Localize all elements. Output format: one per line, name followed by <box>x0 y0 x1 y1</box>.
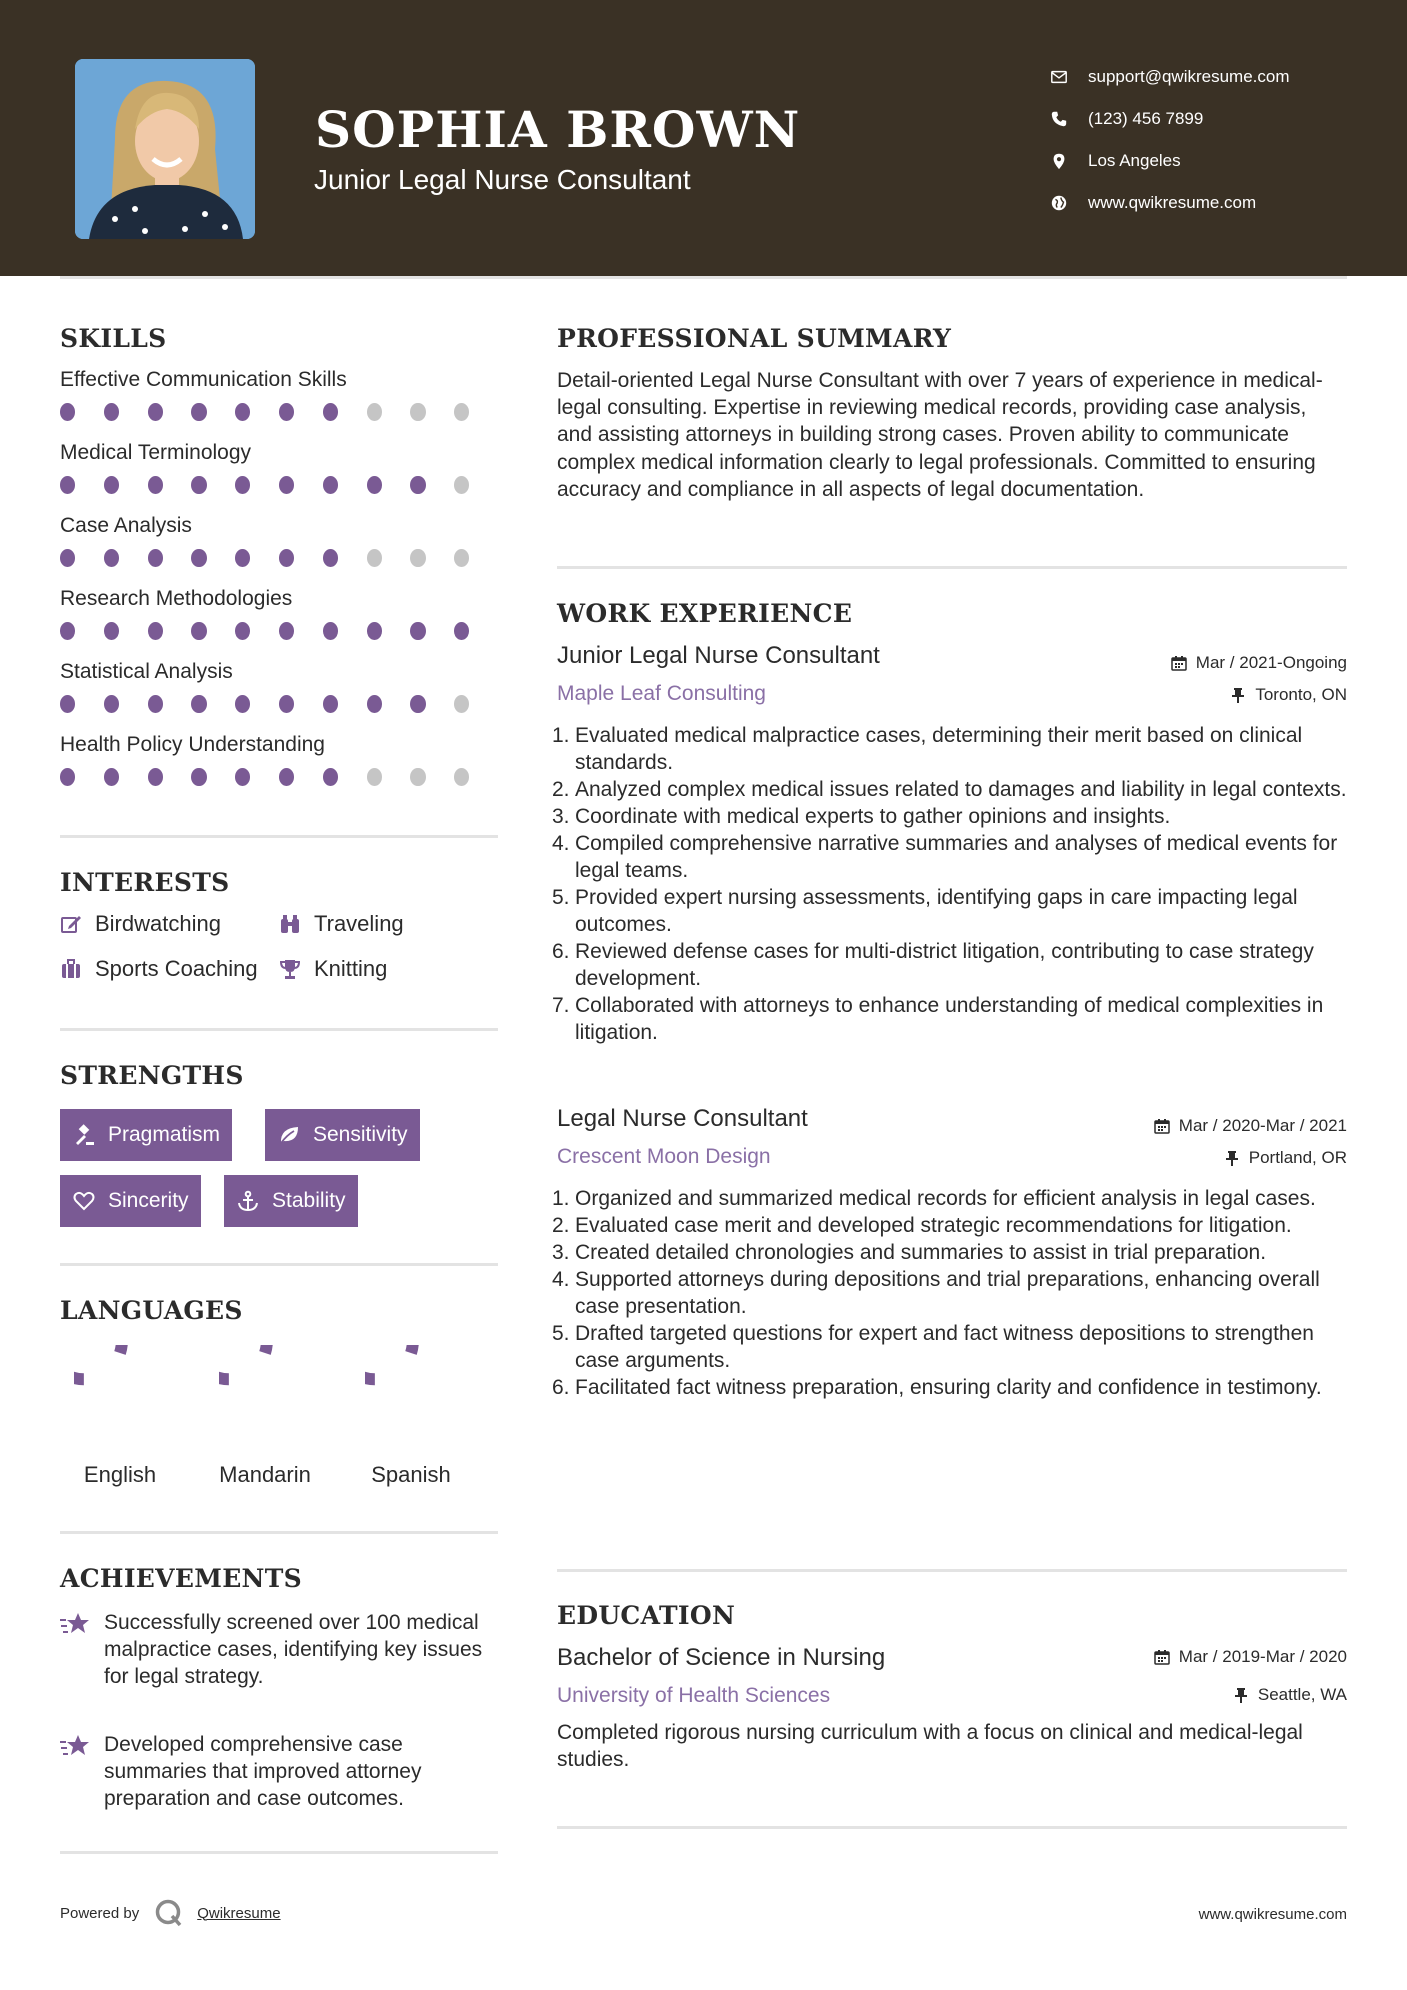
education-location-text: Seattle, WA <box>1257 1685 1347 1704</box>
skill-item <box>60 366 498 439</box>
summary-title: PROFESSIONAL SUMMARY <box>557 324 952 353</box>
anchor-icon <box>237 1190 259 1212</box>
skill-dot-filled <box>410 695 425 713</box>
skill-dot-filled <box>104 476 119 494</box>
job-date <box>1154 1116 1347 1136</box>
skill-dot-filled <box>279 622 294 640</box>
skill-dot-filled <box>410 622 425 640</box>
skill-dot-empty <box>454 768 469 786</box>
achievement-text: Successfully screened over 100 medical malpractice cases, identifying key issues for legal strategy. <box>104 1611 483 1688</box>
contact-list <box>1050 56 1380 224</box>
skill-dot-filled <box>323 403 338 421</box>
skill-dot-filled <box>323 476 338 494</box>
interest-label: Sports Coaching <box>95 956 258 981</box>
skill-dot-filled <box>279 768 294 786</box>
job-bullet: 2. Evaluated case merit and developed strategic recommendations for litigation. <box>552 1214 1292 1237</box>
job-bullets <box>552 1185 1352 1401</box>
job-company: Crescent Moon Design <box>557 1145 771 1168</box>
education-title: EDUCATION <box>557 1601 736 1630</box>
language-ring-arc <box>74 1345 122 1379</box>
interest-item <box>60 911 221 937</box>
contact-email[interactable] <box>1050 56 1380 98</box>
pushpin-icon <box>1224 1150 1240 1166</box>
skill-dot-filled <box>410 476 425 494</box>
heart-icon <box>73 1190 95 1212</box>
skill-dot-filled <box>279 403 294 421</box>
job-bullet: 3. Coordinate with medical experts to gather opinions and insights. <box>552 805 1171 828</box>
skill-name: Case Analysis <box>60 514 192 537</box>
skills-list <box>60 366 498 804</box>
strength-tag <box>265 1109 420 1161</box>
skill-dot-empty <box>454 695 469 713</box>
trophy-icon <box>279 958 301 980</box>
language-label: Spanish <box>371 1462 451 1487</box>
header-divider <box>60 276 1347 279</box>
job-date-text: Mar / 2020-Mar / 2021 <box>1178 1116 1347 1135</box>
skill-dot-filled <box>235 768 250 786</box>
skill-dot-filled <box>60 403 75 421</box>
interest-label: Traveling <box>314 911 404 936</box>
skill-dot-filled <box>235 622 250 640</box>
candidate-role: Junior Legal Nurse Consultant <box>314 164 691 195</box>
skill-dot-filled <box>191 549 206 567</box>
education-date-text: Mar / 2019-Mar / 2020 <box>1178 1647 1347 1666</box>
skill-rating <box>60 618 498 658</box>
skill-dot-filled <box>235 476 250 494</box>
language-item <box>341 1345 481 1488</box>
job-bullet: 6. Facilitated fact witness preparation, ensuring clarity and confidence in testimony. <box>552 1376 1322 1399</box>
achievement-text: Developed comprehensive case summaries that improved attorney preparation and case outcomes. <box>104 1733 422 1810</box>
skill-dot-filled <box>60 622 75 640</box>
footer-url[interactable]: www.qwikresume.com <box>1198 1906 1347 1923</box>
contact-phone-text: (123) 456 7899 <box>1088 109 1204 128</box>
calendar-icon <box>1171 655 1187 671</box>
skill-dot-filled <box>104 622 119 640</box>
skill-name: Statistical Analysis <box>60 660 233 683</box>
skill-dot-filled <box>191 403 206 421</box>
gavel-icon <box>73 1124 95 1146</box>
skill-dot-empty <box>454 476 469 494</box>
skill-dot-filled <box>60 768 75 786</box>
skill-dot-empty <box>410 403 425 421</box>
job-location-text: Toronto, ON <box>1255 685 1347 704</box>
skill-item <box>60 439 498 512</box>
skill-rating <box>60 399 498 439</box>
skill-dot-empty <box>367 768 382 786</box>
interests-title: INTERESTS <box>60 868 230 897</box>
strengths-title: STRENGTHS <box>60 1061 244 1090</box>
skill-dot-filled <box>367 622 382 640</box>
strength-label: Stability <box>272 1189 346 1212</box>
job-bullet: 4. Supported attorneys during depositions and trial preparations, enhancing overall case presentation. <box>552 1268 1320 1318</box>
skill-dot-filled <box>191 622 206 640</box>
calendar-icon <box>1154 1118 1170 1134</box>
skill-dot-filled <box>235 403 250 421</box>
skill-dot-filled <box>191 695 206 713</box>
strength-tag <box>60 1175 201 1227</box>
job-location-text: Portland, OR <box>1248 1148 1347 1167</box>
footer-powered-by <box>60 1897 281 1929</box>
skill-dot-filled <box>104 695 119 713</box>
skills-title: SKILLS <box>60 324 167 353</box>
candidate-name: SOPHIA BROWN <box>315 100 801 159</box>
languages-title: LANGUAGES <box>60 1296 243 1325</box>
skill-rating <box>60 764 498 804</box>
skill-dot-filled <box>148 622 163 640</box>
briefcase-icon <box>60 958 82 980</box>
skill-dot-filled <box>60 476 75 494</box>
skill-name: Health Policy Understanding <box>60 733 325 756</box>
skill-dot-empty <box>410 768 425 786</box>
interest-item <box>279 911 404 937</box>
strengths-divider <box>60 1263 498 1266</box>
skill-dot-filled <box>235 549 250 567</box>
skill-dot-filled <box>148 549 163 567</box>
skill-dot-empty <box>410 549 425 567</box>
job-bullet: 5. Provided expert nursing assessments, identifying gaps in care impacting legal outcomes. <box>552 886 1298 936</box>
skill-dot-filled <box>279 695 294 713</box>
leaf-icon <box>278 1124 300 1146</box>
skill-item <box>60 512 498 585</box>
skill-dot-filled <box>323 695 338 713</box>
interest-item <box>60 956 258 982</box>
skill-dot-empty <box>367 403 382 421</box>
language-ring <box>365 1345 457 1437</box>
resume-header <box>0 0 1407 276</box>
interest-item <box>279 956 387 982</box>
qwikresume-logo-icon <box>153 1897 185 1929</box>
skill-dot-filled <box>104 403 119 421</box>
achievements-divider <box>60 1851 498 1854</box>
skill-dot-filled <box>191 768 206 786</box>
language-label: English <box>83 1462 157 1487</box>
education-description: Completed rigorous nursing curriculum with a focus on clinical and medical-legal studies. <box>557 1721 1303 1771</box>
skill-dot-filled <box>279 476 294 494</box>
skill-item <box>60 731 498 804</box>
job-bullet: 4. Compiled comprehensive narrative summaries and analyses of medical events for legal teams. <box>552 832 1338 882</box>
binoculars-icon <box>279 913 301 935</box>
skill-dot-filled <box>104 549 119 567</box>
strength-label: Pragmatism <box>108 1123 221 1146</box>
education-degree: Bachelor of Science in Nursing <box>557 1644 886 1671</box>
skill-rating <box>60 472 498 512</box>
skill-dot-empty <box>454 549 469 567</box>
pushpin-icon <box>1233 1687 1249 1703</box>
language-ring-arc <box>219 1345 267 1379</box>
skill-dot-filled <box>60 549 75 567</box>
skill-dot-filled <box>454 622 469 640</box>
contact-website[interactable] <box>1050 182 1380 224</box>
skill-dot-filled <box>323 549 338 567</box>
job-title: Junior Legal Nurse Consultant <box>557 642 880 669</box>
skill-dot-filled <box>367 476 382 494</box>
language-ring-arc <box>365 1345 413 1379</box>
achievements-title: ACHIEVEMENTS <box>60 1564 302 1593</box>
contact-email-text: support@qwikresume.com <box>1088 67 1290 86</box>
skill-dot-filled <box>367 695 382 713</box>
job-bullet: 6. Reviewed defense cases for multi-district litigation, contributing to case strategy development. <box>552 940 1314 990</box>
skills-divider <box>60 835 498 838</box>
skill-dot-filled <box>148 403 163 421</box>
strength-tag <box>224 1175 358 1227</box>
skill-dot-filled <box>60 695 75 713</box>
skill-dot-empty <box>367 549 382 567</box>
calendar-icon <box>1154 1649 1170 1665</box>
experience-title: WORK EXPERIENCE <box>557 599 853 628</box>
skill-dot-filled <box>279 549 294 567</box>
language-item <box>195 1345 335 1488</box>
strength-label: Sensitivity <box>313 1123 408 1146</box>
education-location <box>1233 1685 1347 1705</box>
job-bullet: 7. Collaborated with attorneys to enhance understanding of medical complexities in litigation. <box>552 994 1324 1044</box>
strength-label: Sincerity <box>108 1189 189 1212</box>
skill-rating <box>60 691 498 731</box>
skill-dot-filled <box>104 768 119 786</box>
job-location <box>1224 1148 1347 1168</box>
job-bullet: 2. Analyzed complex medical issues related to damages and liability in legal contexts. <box>552 778 1347 801</box>
skill-name: Research Methodologies <box>60 587 293 610</box>
edit-icon <box>60 913 82 935</box>
skill-item <box>60 585 498 658</box>
language-ring <box>219 1345 311 1437</box>
job-bullet: 3. Created detailed chronologies and summaries to assist in trial preparation. <box>552 1241 1267 1264</box>
job-date <box>1171 653 1347 673</box>
education-date <box>1154 1647 1347 1667</box>
skill-dot-filled <box>323 768 338 786</box>
qwikresume-link[interactable]: Qwikresume <box>197 1904 281 1922</box>
envelope-icon <box>1050 68 1068 86</box>
phone-icon <box>1050 110 1068 128</box>
pushpin-icon <box>1230 687 1246 703</box>
contact-website-text: www.qwikresume.com <box>1088 193 1257 212</box>
skill-rating <box>60 545 498 585</box>
job-bullets <box>552 722 1352 1046</box>
skill-dot-filled <box>235 695 250 713</box>
map-pin-icon <box>1050 152 1068 170</box>
contact-location <box>1050 140 1380 182</box>
skill-dot-empty <box>454 403 469 421</box>
education-school: University of Health Sciences <box>557 1684 831 1707</box>
job-bullet: 5. Drafted targeted questions for expert and fact witness depositions to strengthen case arguments. <box>552 1322 1314 1372</box>
skill-name: Medical Terminology <box>60 441 252 464</box>
skill-dot-filled <box>148 476 163 494</box>
job-bullet: 1. Evaluated medical malpractice cases, determining their merit based on clinical standards. <box>552 724 1303 774</box>
interest-label: Birdwatching <box>95 911 221 936</box>
contact-phone[interactable] <box>1050 98 1380 140</box>
powered-by-text: Powered by <box>60 1904 140 1922</box>
language-label: Mandarin <box>219 1462 311 1487</box>
skill-name: Effective Communication Skills <box>60 368 347 391</box>
contact-location-text: Los Angeles <box>1088 151 1181 170</box>
experience-divider <box>557 1569 1347 1572</box>
skill-item <box>60 658 498 731</box>
globe-icon <box>1050 194 1068 212</box>
strength-tag <box>60 1109 232 1161</box>
job-location <box>1230 685 1347 705</box>
skill-dot-filled <box>191 476 206 494</box>
summary-divider <box>557 566 1347 569</box>
languages-divider <box>60 1531 498 1534</box>
job-company: Maple Leaf Consulting <box>557 682 766 705</box>
skill-dot-filled <box>148 768 163 786</box>
achievement-item <box>60 1609 500 1690</box>
language-item <box>50 1345 190 1488</box>
star-shooting-icon <box>60 1611 92 1637</box>
job-date-text: Mar / 2021-Ongoing <box>1195 653 1347 672</box>
skill-dot-filled <box>323 622 338 640</box>
skill-dot-filled <box>148 695 163 713</box>
star-shooting-icon <box>60 1733 92 1759</box>
profile-photo <box>75 59 255 239</box>
achievement-item <box>60 1731 500 1812</box>
job-title: Legal Nurse Consultant <box>557 1105 808 1132</box>
interests-divider <box>60 1028 498 1031</box>
language-ring <box>74 1345 166 1437</box>
interest-label: Knitting <box>314 956 388 981</box>
education-divider <box>557 1826 1347 1829</box>
job-bullet: 1. Organized and summarized medical records for efficient analysis in legal cases. <box>552 1187 1316 1210</box>
summary-text: Detail-oriented Legal Nurse Consultant with over 7 years of experience in medical-legal consulting. Expertise in reviewing medical records, providing case analysis, and assisting attorneys in building strong cases. Proven ability to communicate complex medical information clearly to legal professionals. Committed to ensuring accuracy and compliance in all aspects of legal documentation. <box>557 369 1323 501</box>
